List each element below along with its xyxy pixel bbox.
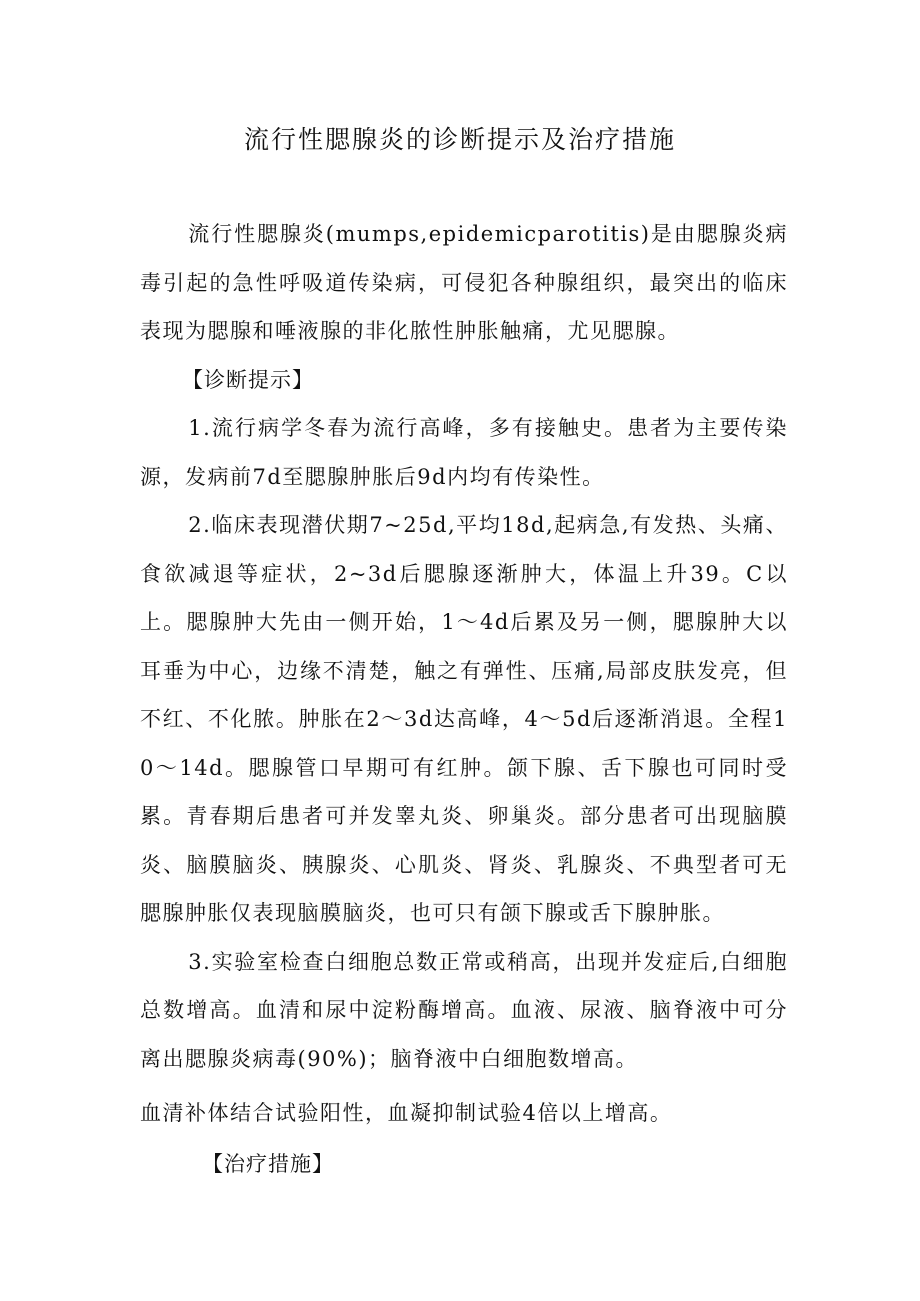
document-title: 流行性腮腺炎的诊断提示及治疗措施 bbox=[243, 125, 676, 154]
diagnosis-tail-paragraph: 血清补体结合试验阳性，血凝抑制试验4倍以上增高。 bbox=[140, 1101, 673, 1125]
document-body bbox=[140, 210, 788, 1188]
diagnosis-heading: 【诊断提示】 bbox=[182, 367, 314, 392]
intro-paragraph: 流行性腮腺炎(mumps,epidemicparotitis)是由腮腺炎病毒引起的急性呼吸道传染病，可侵犯各种腺组织，最突出的临床表现为腮腺和唾液腺的非化脓性肿胀触痛，尤见腮腺。 bbox=[140, 222, 788, 343]
diagnosis-item-clinical: 2.临床表现潜伏期7~25d,平均18d,起病急,有发热、头痛、食欲减退等症状，2~3d后腮腺逐渐肿大，体温上升39。C以上。腮腺肿大先由一侧开始，1～4d后累及另一侧，腮腺肿大以耳垂为中心，边缘不清楚，触之有弹性、压痛,局部皮肤发亮，但不红、不化脓。肿胀在2～3d达高峰，4～5d后逐渐消退。全程10～14d。腮腺管口早期可有红肿。颌下腺、舌下腺也可同时受累。青春期后患者可并发睾丸炎、卵巢炎。部分患者可出现脑膜炎、脑膜脑炎、胰腺炎、心肌炎、肾炎、乳腺炎、不典型者可无腮腺肿胀仅表现脑膜脑炎，也可只有颌下腺或舌下腺肿胀。 bbox=[140, 513, 788, 925]
diagnosis-item-epidemiology: 1.流行病学冬春为流行高峰，多有接触史。患者为主要传染源，发病前7d至腮腺肿胀后9d内均有传染性。 bbox=[140, 416, 788, 489]
treatment-heading: 【治疗措施】 bbox=[202, 1151, 334, 1176]
diagnosis-item-laboratory: 3.实验室检查白细胞总数正常或稍高，出现并发症后,白细胞总数增高。血清和尿中淀粉酶增高。血液、尿液、脑脊液中可分离出腮腺炎病毒(90%)；脑脊液中白细胞数增高。 bbox=[140, 949, 788, 1071]
